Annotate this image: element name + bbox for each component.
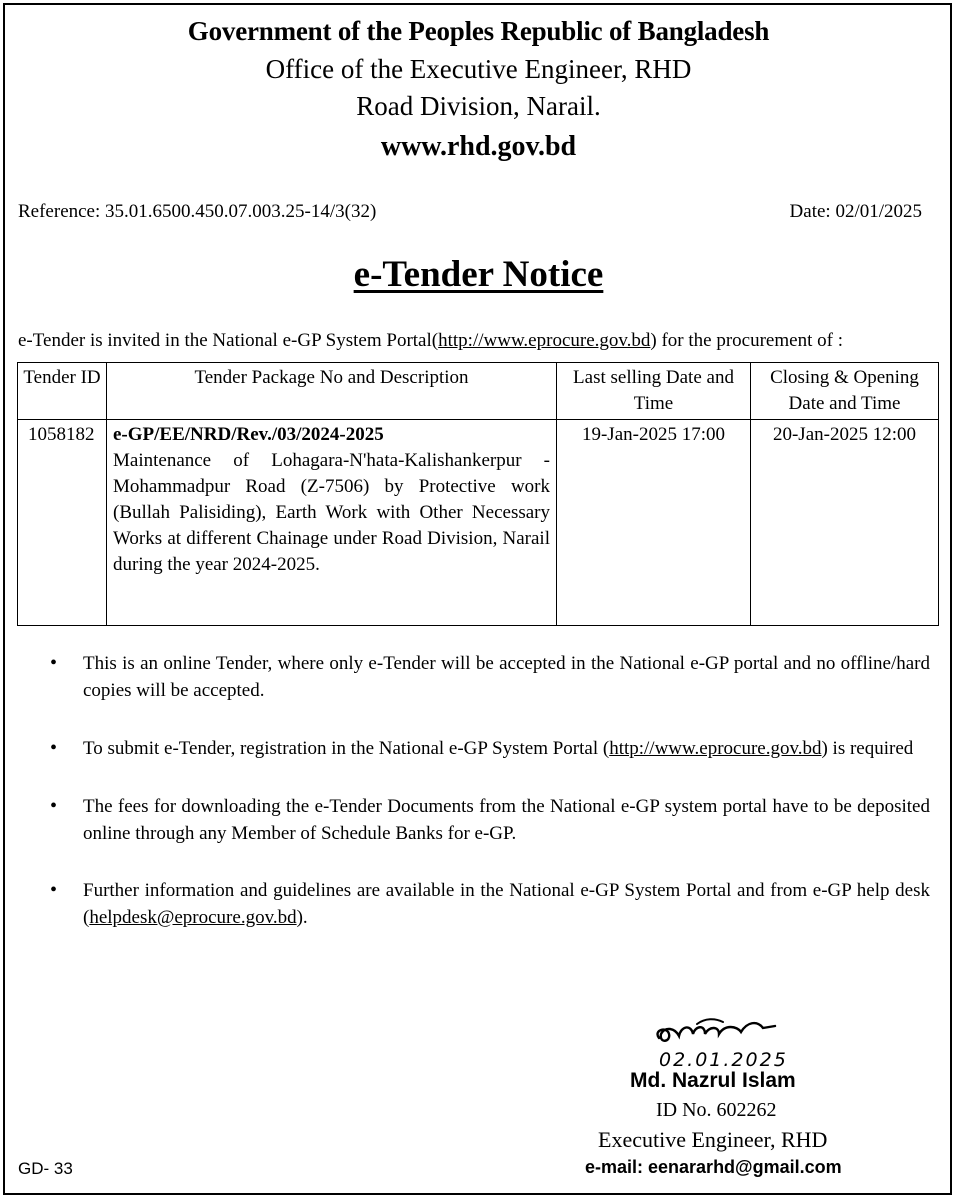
reference-number: Reference: 35.01.6500.450.07.003.25-14/3(32) [18,201,377,222]
bullet-text: Further information and guidelines are available in the National e-GP System Portal and from e-GP help desk ( [83,880,930,928]
bullet-icon: • [50,879,58,901]
header-tender-id: Tender ID [18,363,107,420]
signatory-name: Md. Nazrul Islam [630,1069,796,1092]
list-item [46,735,930,762]
header-closing-date: Closing & Opening Date and Time [751,363,939,420]
bullet-icon: • [50,737,58,759]
division-heading: Road Division, Narail. [356,91,601,121]
cell-package [107,420,557,626]
list-item [46,650,930,704]
intro-after: ) for the procurement of : [650,330,843,351]
header-selling-date: Last selling Date and Time [557,363,751,420]
list-item [46,877,930,931]
bullet-icon: • [50,795,58,817]
notice-date: Date: 02/01/2025 [789,201,922,222]
cell-selling-date: 19-Jan-2025 17:00 [557,420,751,626]
signatory-id: ID No. 602262 [656,1099,777,1121]
bullet-icon: • [50,652,58,674]
tender-table [17,362,939,626]
cell-closing-date: 20-Jan-2025 12:00 [751,420,939,626]
table-row [18,420,939,626]
table-header-row [18,363,939,420]
signatory-email[interactable]: e-mail: eenararhd@gmail.com [585,1157,842,1177]
bullet-text: ) is required [821,738,914,759]
bullet-text: To submit e-Tender, registration in the National e-GP System Portal ( [83,738,610,759]
bullet-text: The fees for downloading the e-Tender Documents from the National e-GP system portal have to be deposited online through any Member of Schedule Banks for e-GP. [83,796,930,844]
signature-date: 02.01.2025 [659,1049,788,1071]
website-heading: www.rhd.gov.bd [380,131,577,162]
intro-before: e-Tender is invited in the National e-GP System Portal( [18,330,439,351]
signatory-designation: Executive Engineer, RHD [598,1127,828,1152]
page-title: e-Tender Notice [353,254,604,295]
cell-tender-id: 1058182 [18,420,107,626]
bullet-text: ). [296,907,308,928]
handwritten-signature [645,1012,825,1074]
office-heading: Office of the Executive Engineer, RHD [265,54,692,84]
eprocure-link[interactable]: http://www.eprocure.gov.bd [609,738,822,759]
helpdesk-email-link[interactable]: helpdesk@eprocure.gov.bd [89,907,297,928]
eprocure-link[interactable]: http://www.eprocure.gov.bd [438,330,651,351]
notice-bullets [46,650,930,931]
footer-code: GD- 33 [18,1159,73,1178]
package-number: e-GP/EE/NRD/Rev./03/2024-2025 [113,424,384,445]
header-package: Tender Package No and Description [107,363,557,420]
government-heading: Government of the Peoples Republic of Bangladesh [187,16,770,46]
bullet-text: This is an online Tender, where only e-Tender will be accepted in the National e-GP portal and no offline/hard copies will be accepted. [83,653,930,701]
package-description: Maintenance of Lohagara-N'hata-Kalishankerpur -Mohammadpur Road (Z-7506) by Protective work (Bullah Palisiding), Earth Work with Other Necessary Works at different Chainage under Road Division, Narail during the year 2024-2025. [113,450,550,575]
list-item [46,793,930,847]
intro-text [18,330,843,352]
